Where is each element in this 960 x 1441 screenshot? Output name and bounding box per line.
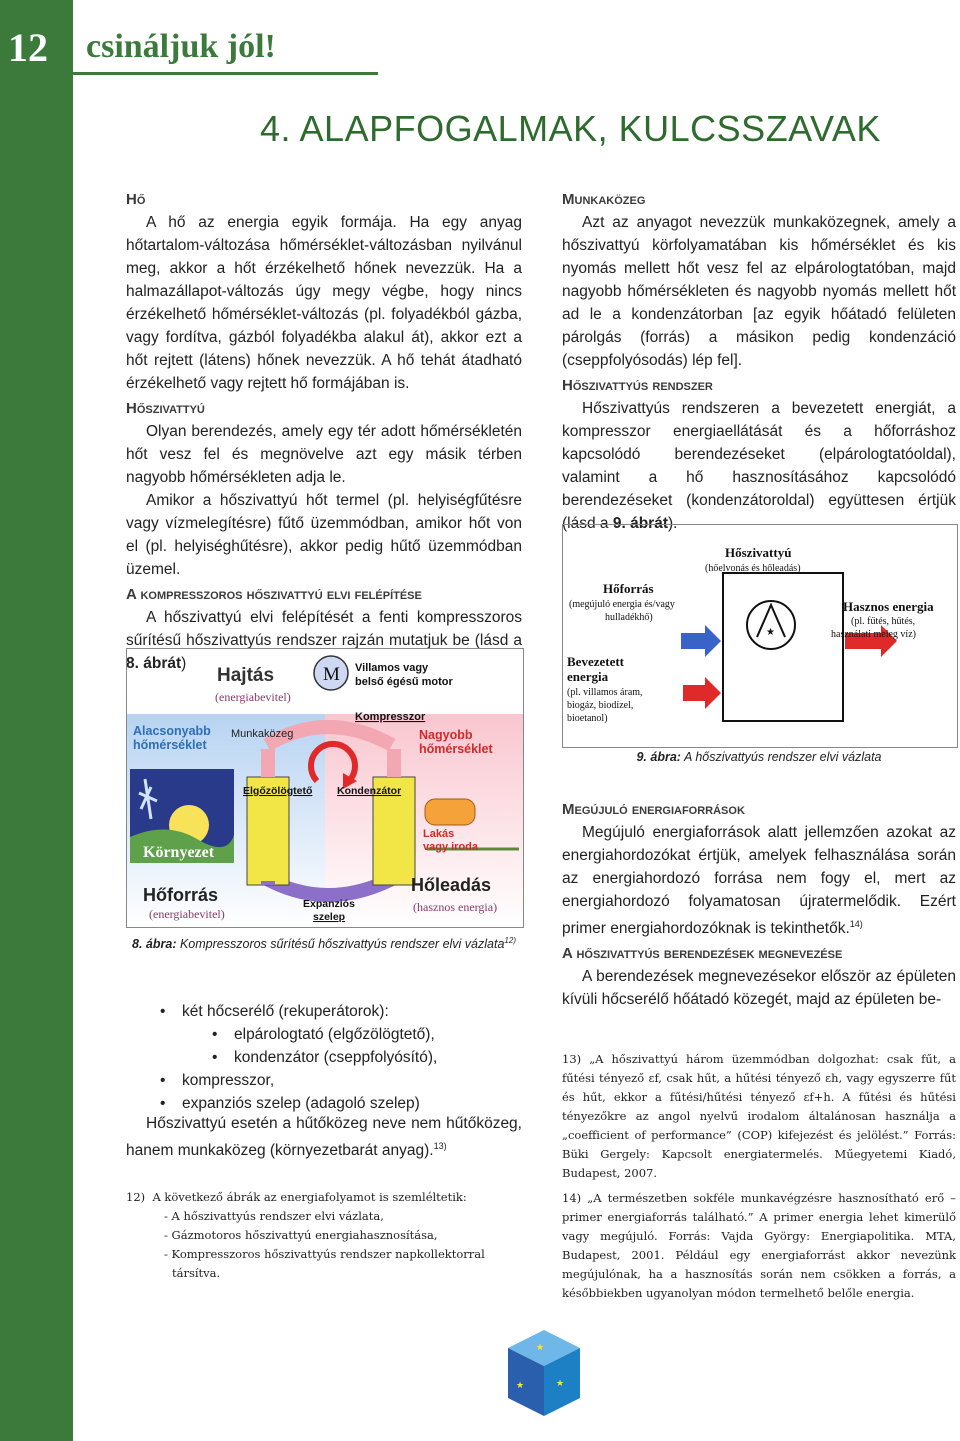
chapter-title: 4. ALAPFOGALMAK, KULCSSZAVAK <box>260 108 881 149</box>
label-hoforras: Hőforrás <box>143 885 219 905</box>
left-column <box>126 186 522 675</box>
paragraph-kompresszoros: A hőszivattyú elvi felépítését a fenti kompresszoros sűrítésű hőszivattyús rendszer rajzán mutatjuk be (lásd a 8. ábrát) <box>126 609 522 672</box>
label-expanzios-1: Expanziós <box>303 898 355 910</box>
label-bevezetett-sub1: (pl. villamos áram, <box>567 687 643 698</box>
label-kompresszor: Kompresszor <box>355 711 426 723</box>
label-expanzios-2: szelep <box>313 911 346 923</box>
figure-8-caption-sup: 12) <box>504 936 516 945</box>
figure-8-caption-text: Kompresszoros sűrítésű hőszivattyús rendszer elvi vázlata <box>179 937 505 952</box>
footnote-14: 14) „A természetben sokféle munkavégzésre hasznosítható erő – primer energiaforrás található.” A primer energia lehet kimerülő vagy megújuló. Forrás: Vajda György: Energiapolitika. MTA, Budapest, 2001. Például egy energiaforrást akkor nevezünk megújulónak, ha a hasznosítás során nem csökken a forrás, a későbbiekben ugyanolyan módon termelhető belőle energia. <box>562 1191 956 1300</box>
figure-9-caption-number: 9. ábra: <box>636 750 681 764</box>
heat-pump-box <box>723 573 843 721</box>
footnote-13: 13) „A hőszivattyú három üzemmódban dolgozhat: csak fűt, a fűtési tényező εf, csak hűt, a hűtési tényező εh, vagy egyszerre fűt és hűt, ekkor a fűtési/hűtési tényező εf+h. A fűtési és hűtési tényezőkre az angol nyelvű irodalom általánosan használja a „coefficient of performance” (COP) kifejezést és jelölést.” Forrás: Büki Gergely: Kapcsolt energiatermelés. Műegyetemi Kiadó, Budapest, 2007. <box>562 1052 956 1180</box>
svg-text:★: ★ <box>536 1343 545 1353</box>
label-high-2: hőmérséklet <box>419 742 493 756</box>
label-motor-2: belső égésű motor <box>355 676 453 688</box>
hutokozeg-paragraph: Hőszivattyú esetén a hűtőközeg neve nem hűtőközeg, hanem munkaközeg (környezetbarát anyag).$^{13)}$ <box>126 1115 522 1160</box>
heading-megujulo: Megújuló energiaforrások <box>562 801 745 818</box>
label-bevezetett-sub2: biogáz, biodízel, <box>567 700 634 711</box>
arrow-blue-icon <box>681 625 721 657</box>
svg-text:★: ★ <box>516 1381 525 1391</box>
paragraph-hoszivattyu-1: Olyan berendezés, amely egy tér adott hőmérsékletén hőt vesz fel és megnövelve azt egy másik térben nagyobb hőmérsékleten adja le. <box>126 423 522 486</box>
paragraph-hoszivattyu-2: Amikor a hőszivattyú hőt termel (pl. helyiségfűtésre vagy vízmelegítésre) fűtő üzemmódban, amikor hőt von el (pl. helyiséghűtésre), akkor pedig hűtő üzemmódban üzemel. <box>126 492 522 578</box>
label-hoforras-sub1: (megújuló energia és/vagy <box>569 599 675 610</box>
label-low-1: Alacsonyabb <box>133 724 211 738</box>
heading-hoszivattyus-rendszer: Hőszivattyús rendszer <box>562 377 713 394</box>
list-subitem-kondenzator: • kondenzátor (cseppfolyósító), <box>212 1046 530 1069</box>
label-lakas-2: vagy iroda <box>423 841 479 853</box>
right-column <box>562 186 956 535</box>
label-motor-1: Villamos vagy <box>355 662 429 674</box>
footnotes-right <box>562 1050 956 1303</box>
compressor-symbol-icon <box>747 601 795 649</box>
list-item-kompresszor: • kompresszor, <box>160 1069 530 1092</box>
radiator-icon <box>425 799 475 825</box>
label-munkakozeg: Munkaközeg <box>231 728 294 740</box>
label-lakas-1: Lakás <box>423 828 455 840</box>
label-hoszivattyu-sub: (hőelvonás és hőleadás) <box>705 563 801 574</box>
list-subitem-elparologtato: • elpárologtató (elgőzölögtető), <box>212 1023 530 1046</box>
label-hoforras: Hőforrás <box>603 581 654 596</box>
figure-9-drawing <box>563 525 957 747</box>
paragraph-megujulo: Megújuló energiaforrások alatt jellemzően azokat az energiahordozókat értjük, amelyek felhasználása során az energiahordozó forrása nem fogy el, mert az energiahordozó folyamatosan újratermelődik. Ezért primer energiahordozóknak is tekinthetők.$^{14)}$ <box>562 824 956 938</box>
label-hoforras-sub: (energiabevitel) <box>149 907 225 921</box>
eu-cube-logo <box>506 1328 582 1418</box>
page-number: 12 <box>8 25 48 70</box>
series-title: csináljuk jól! <box>86 28 276 65</box>
figure-9 <box>562 524 958 748</box>
label-hajtas-sub: (energiabevitel) <box>215 690 291 704</box>
figure-8-caption-number: 8. ábra: <box>132 937 177 952</box>
heading-ho: Hő <box>126 191 146 208</box>
heading-kompresszoros: A kompresszoros hőszivattyú elvi felépítése <box>126 586 422 603</box>
label-bevezetett-2: energia <box>567 669 609 684</box>
figure-9-caption-text: A hőszivattyús rendszer elvi vázlata <box>683 750 882 764</box>
paragraph-megnevezes: A berendezések megnevezésekor először az épületen kívüli hőcserélő hőátadó közegét, majd az épületen be- <box>562 968 956 1009</box>
label-kornyezet: Környezet <box>143 844 215 861</box>
label-holeadas-sub: (hasznos energia) <box>413 900 498 914</box>
label-bevezetett-sub3: bioetanol) <box>567 713 608 724</box>
figure-8 <box>126 648 524 928</box>
figure-8-drawing <box>127 649 523 927</box>
side-bar <box>0 0 73 1441</box>
right-column-lower <box>562 796 956 1011</box>
paragraph-hoszivattyus-rendszer: Hőszivattyús rendszeren a bevezetett energiát, a kompresszor energiaellátását és a hőforráshoz kapcsolódó berendezéseket (elpárologtatóoldal), valamint a hő hasznosításához kapcsolódó berendezéseket (kondenzátoroldal) együttesen értjük (lásd a 9. ábrát). <box>562 400 956 532</box>
label-hasznos: Hasznos energia <box>843 599 934 614</box>
label-motor-letter: M <box>323 664 340 685</box>
figure-8-caption <box>126 932 522 953</box>
label-hoszivattyu: Hőszivattyú <box>725 545 792 560</box>
label-hajtas: Hajtás <box>217 665 275 686</box>
svg-text:★: ★ <box>556 1379 565 1389</box>
paragraph-munkakozeg: Azt az anyagot nevezzük munkaközegnek, amely a hőszivattyú körfolyamatában kis hőmérséklet és kis nyomás mellett hőt vesz fel az elpárologtatóban, majd nagyobb hőmérsékleten és nagyobb nyomás mellett hőt ad le a kondenzátorban [az egyik hőátadó felületen párolgás (forrás) a másikon pedig kondenzáció (cseppfolyósodás) lép fel]. <box>562 214 956 369</box>
arrow-energy-icon <box>683 677 721 709</box>
heading-munkakozeg: Munkaközeg <box>562 191 646 208</box>
label-kondenzator: Kondenzátor <box>337 785 402 797</box>
paragraph-ho: A hő az energia egyik formája. Ha egy anyag hőtartalom-változása hőmérséklet-változásban nyilvánul meg, akkor a hőt érzékelhető hőnek nevezzük. Ha a halmazállapot-változás úgy megy végbe, hogy nincs érzékelhető hőmérséklet-változás (pl. folyadékból gázba, vagy fordítva, gázból folyadékba alakul át), akkor ezt a hőt rejtett (látens) hőnek nevezzük. A hő tehát átadható érzékelhető vagy rejtett hő formájában is. <box>126 214 522 392</box>
label-hasznos-sub2: használati meleg víz) <box>831 629 916 640</box>
figure-9-caption <box>562 748 956 766</box>
header-rule <box>73 72 378 75</box>
label-hasznos-sub1: (pl. fűtés, hűtés, <box>851 616 916 627</box>
footnote-12: 12) A következő ábrák az energiafolyamot is szemléltetik: - A hőszivattyús rendszer elvi vázlata, - Gázmotoros hőszivattyú energiahasznosítása, - Kompresszoros hőszivattyús rendszer napkollektorral társítva. <box>126 1190 485 1280</box>
label-holeadas: Hőleadás <box>411 875 492 895</box>
heading-hoszivattyu: Hőszivattyú <box>126 400 205 417</box>
label-high-1: Nagyobb <box>419 728 473 742</box>
star-icon: ★ <box>766 627 775 638</box>
label-low-2: hőmérséklet <box>133 738 207 752</box>
heading-megnevezes: A hőszivattyús berendezések megnevezése <box>562 945 843 963</box>
label-bevezetett-1: Bevezetett <box>567 654 625 669</box>
list-item-hocserelo: • két hőcserélő (rekuperátorok): <box>160 1000 530 1023</box>
label-elgozologteto: Elgőzölögtető <box>243 785 313 797</box>
list-item-expanzios: • expanziós szelep (adagoló szelep) <box>160 1092 530 1115</box>
component-list <box>160 1000 530 1115</box>
label-hoforras-sub2: hulladékhő) <box>605 612 653 623</box>
